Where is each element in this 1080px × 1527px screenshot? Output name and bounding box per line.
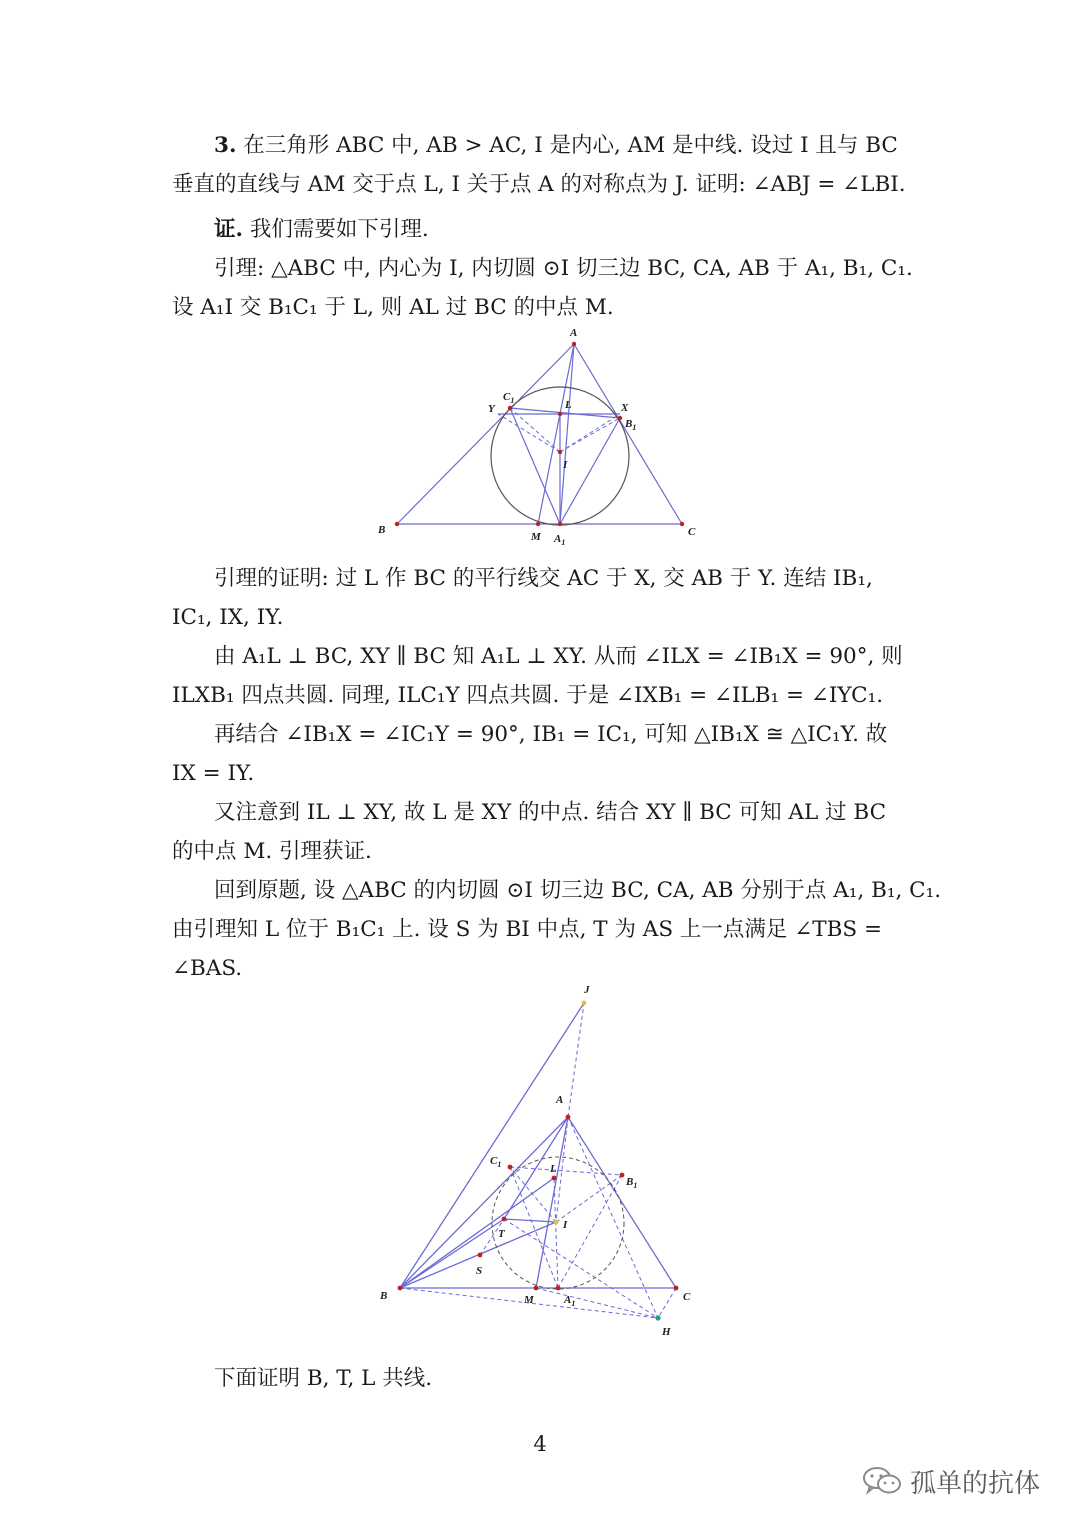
lemma-proof-line-6: IX = IY. xyxy=(172,761,255,786)
fig1-label-a1: $A_1$ xyxy=(554,533,566,547)
fig2-label-j: J xyxy=(584,984,590,996)
fig1-side-ac xyxy=(574,344,682,524)
fig1-point-b xyxy=(395,522,399,526)
fig2-point-l xyxy=(552,1176,557,1181)
fig2-point-b xyxy=(398,1286,403,1291)
fig1-label-b1: $B_1$ xyxy=(625,418,637,432)
fig1-label-c: C xyxy=(688,526,696,538)
fig1-dash-iy xyxy=(498,414,560,452)
fig2-label-c: C xyxy=(683,1291,691,1303)
lemma-proof-line-2: IC₁, IX, IY. xyxy=(172,605,284,630)
fig2-dash-b1a1 xyxy=(558,1175,622,1288)
fig2-dash-aj xyxy=(568,1003,584,1117)
fig1-label-b: B xyxy=(378,524,386,536)
fig1-point-c1 xyxy=(508,406,512,410)
fig2-point-a xyxy=(566,1115,571,1120)
fig2-point-b1 xyxy=(620,1173,625,1178)
fig1-label-x: X xyxy=(621,402,629,414)
fig2-point-t xyxy=(502,1217,507,1222)
fig2-side-ab xyxy=(400,1117,568,1288)
fig2-label-l: L xyxy=(550,1163,557,1175)
watermark xyxy=(862,1458,1062,1504)
problem-statement xyxy=(172,126,912,204)
lemma-line-2: 设 A₁I 交 B₁C₁ 于 L, 则 AL 过 BC 的中点 M. xyxy=(172,295,614,320)
fig2-label-h: H xyxy=(662,1326,671,1338)
fig1-label-i: I xyxy=(563,459,568,471)
main-line-1: 回到原题, 设 △ABC 的内切圆 ⊙I 切三边 BC, CA, AB 分别于点 A₁, B₁, C₁. xyxy=(214,878,942,903)
lemma-proof xyxy=(172,559,942,988)
main-line-3: ∠BAS. xyxy=(172,956,243,981)
lemma-proof-line-3: 由 A₁L ⊥ BC, XY ∥ BC 知 A₁L ⊥ XY. 从而 ∠ILX = ∠IB₁X = 90°, 则 xyxy=(214,644,903,669)
problem-line-2: 垂直的直线与 AM 交于点 L, I 关于点 A 的对称点为 J. 证明: ∠ABJ = ∠LBI. xyxy=(172,172,906,197)
main-figure xyxy=(370,975,710,1350)
fig2-dash-ch xyxy=(658,1288,676,1318)
fig2-point-i xyxy=(554,1220,559,1225)
lemma-proof-line-4: ILXB₁ 四点共圆. 同理, ILC₁Y 四点共圆. 于是 ∠IXB₁ = ∠ILB₁ = ∠IYC₁. xyxy=(172,683,884,708)
fig2-side-ac xyxy=(568,1117,676,1288)
fig1-point-m xyxy=(536,522,540,526)
problem-line-1: 3. 在三角形 ABC 中, AB > AC, I 是内心, AM 是中线. 设过 I 且与 BC xyxy=(214,133,898,158)
fig1-line-b1-a1 xyxy=(560,418,620,524)
fig2-label-m: M xyxy=(524,1294,534,1306)
fig2-label-a1: $A_1$ xyxy=(564,1294,576,1308)
fig1-point-a1 xyxy=(558,522,562,526)
fig2-label-b: B xyxy=(380,1290,388,1302)
fig2-label-c1: $C_1$ xyxy=(490,1155,502,1169)
fig1-point-a xyxy=(572,342,576,346)
lemma-proof-line-5: 再结合 ∠IB₁X = ∠IC₁Y = 90°, IB₁ = IC₁, 可知 △IB₁X ≅ △IC₁Y. 故 xyxy=(214,722,888,747)
lemma-figure xyxy=(370,322,710,552)
wechat-icon xyxy=(862,1465,902,1497)
lemma-proof-line-8: 的中点 M. 引理获证. xyxy=(172,839,372,864)
proof-head: 证. xyxy=(214,217,243,242)
fig2-dash-a1l xyxy=(554,1178,558,1288)
fig2-label-i: I xyxy=(563,1219,568,1231)
fig2-label-b1: $B_1$ xyxy=(626,1176,638,1190)
fig1-point-c xyxy=(680,522,684,526)
proof-head-line: 证. 我们需要如下引理. xyxy=(214,217,429,242)
fig2-point-c1 xyxy=(508,1165,513,1170)
lemma-proof-line-1: 引理的证明: 过 L 作 BC 的平行线交 AC 于 X, 交 AB 于 Y. 连结 IB₁, xyxy=(214,566,873,591)
fig2-dash-ic1 xyxy=(510,1167,556,1222)
fig1-label-m: M xyxy=(531,531,541,543)
fig1-line-am xyxy=(538,344,574,524)
lemma-line-1: 引理: △ABC 中, 内心为 I, 内切圆 ⊙I 切三边 BC, CA, AB 于 A₁, B₁, C₁. xyxy=(214,256,913,281)
proof-intro xyxy=(172,210,912,327)
fig2-point-j xyxy=(582,1001,587,1006)
fig1-label-y: Y xyxy=(488,403,495,415)
fig1-label-a: A xyxy=(570,327,578,339)
fig2-label-s: S xyxy=(476,1265,483,1277)
fig2-dash-c1b1 xyxy=(510,1167,622,1175)
watermark-text: 孤单的抗体 xyxy=(910,1468,1041,1499)
fig1-point-l xyxy=(558,412,562,416)
fig1-line-a-a1 xyxy=(560,344,574,524)
page-number: 4 xyxy=(533,1432,547,1456)
problem-number: 3. xyxy=(214,133,237,158)
closing-statement xyxy=(172,1359,912,1398)
fig2-dash-mh xyxy=(536,1288,658,1318)
fig2-label-a: A xyxy=(556,1094,564,1106)
fig2-point-a1 xyxy=(556,1286,561,1291)
fig2-point-m xyxy=(534,1286,539,1291)
lemma-proof-line-7: 又注意到 IL ⊥ XY, 故 L 是 XY 的中点. 结合 XY ∥ BC 可知 AL 过 BC xyxy=(214,800,887,825)
main-line-2: 由引理知 L 位于 B₁C₁ 上. 设 S 为 BI 中点, T 为 AS 上一点满足 ∠TBS = xyxy=(172,917,882,942)
fig1-label-c1: $C_1$ xyxy=(503,391,515,405)
fig2-point-c xyxy=(674,1286,679,1291)
fig2-point-h xyxy=(655,1315,660,1320)
fig1-point-b1 xyxy=(618,416,622,420)
fig2-label-t: T xyxy=(498,1228,505,1240)
fig1-side-ab xyxy=(397,344,574,524)
closing-line-1: 下面证明 B, T, L 共线. xyxy=(214,1366,433,1391)
fig1-label-l: L xyxy=(565,399,572,411)
fig2-point-s xyxy=(478,1253,483,1258)
fig1-point-i xyxy=(558,450,562,454)
fig1-dash-ic1 xyxy=(510,408,560,452)
